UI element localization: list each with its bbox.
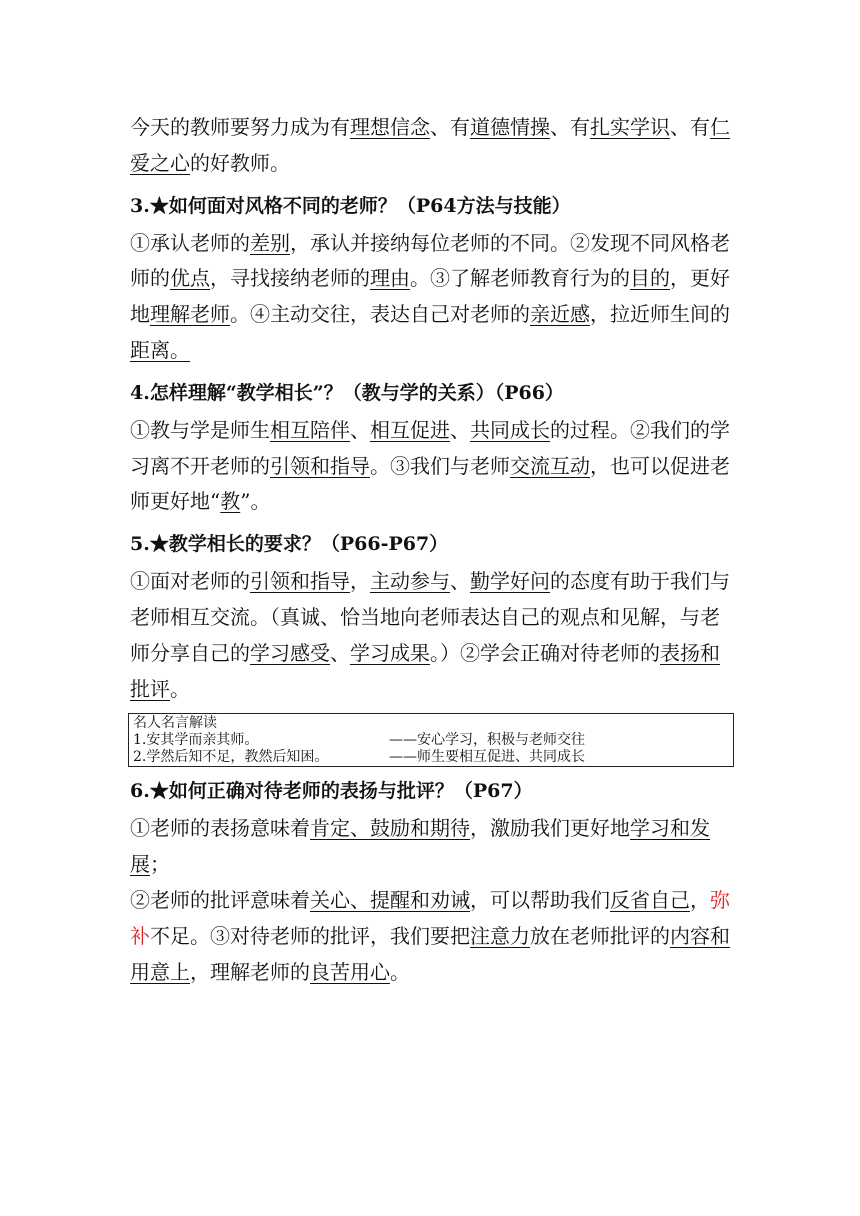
- key-term: 理解老师: [150, 302, 230, 327]
- text: ，拉近师生间的: [590, 302, 730, 327]
- text: 、有: [670, 115, 710, 139]
- quotes-title: 名人名言解读: [133, 715, 217, 732]
- text: ，激励我们更好地: [470, 816, 630, 841]
- section-q3: [130, 192, 730, 369]
- key-term: 扎实学识: [590, 115, 670, 139]
- text: 、: [450, 417, 470, 442]
- key-term: 勤学好问: [470, 569, 550, 594]
- highlight-text: 补: [130, 923, 150, 948]
- section-heading: 6.★如何正确对待老师的表扬与批评？（P67）: [130, 780, 533, 803]
- key-term: 教: [220, 489, 241, 514]
- section-q4: [130, 379, 730, 520]
- quotes-box: [128, 713, 734, 767]
- section-heading: 3.★如何面对风格不同的老师？（P64方法与技能）: [130, 194, 571, 217]
- key-term: 内容和: [670, 923, 730, 948]
- key-term: 交流互动: [510, 453, 590, 478]
- text: 地: [130, 302, 150, 327]
- key-term: 批评: [130, 676, 170, 701]
- text: 。: [170, 676, 190, 701]
- quote-meaning: ——安心学习，积极与老师交往: [389, 732, 585, 749]
- text: 、有: [550, 115, 590, 139]
- key-term: 距离。: [130, 337, 190, 362]
- text: ，: [690, 887, 710, 912]
- text: 习离不开老师的: [130, 453, 270, 478]
- quote-meaning: ——师生要相互促进、共同成长: [389, 749, 585, 766]
- text: 放在老师批评的: [530, 923, 670, 948]
- text: 。③我们与老师: [370, 453, 510, 478]
- text: ，也可以促进老: [590, 453, 730, 478]
- section-q6: [130, 777, 730, 990]
- highlight-text: 弥: [710, 887, 730, 912]
- intro-paragraph: [130, 110, 730, 182]
- text: ，可以帮助我们: [470, 887, 610, 912]
- key-term: 反省自己: [610, 887, 690, 912]
- text: ，承认并接纳每位老师的不同。②发现不同风格老: [290, 230, 730, 255]
- key-term: 相互促进: [370, 417, 450, 442]
- text: 的过程。②我们的学: [550, 417, 730, 442]
- key-term: 仁: [710, 115, 730, 139]
- key-term: 相互陪伴: [270, 417, 350, 442]
- key-term: 亲近感: [530, 302, 590, 327]
- text: ①老师的表扬意味着: [130, 816, 310, 841]
- text: 、: [450, 569, 470, 594]
- key-term: 肯定、鼓励和期待: [310, 816, 470, 841]
- text: 今天的教师要努力成为有: [130, 115, 350, 139]
- text: 、: [330, 640, 350, 665]
- text: ；: [150, 852, 170, 877]
- section-q5: [130, 530, 730, 707]
- text: 师分享自己的: [130, 640, 250, 665]
- key-term: 优点: [170, 266, 210, 291]
- text: 。）②学会正确对待老师的: [430, 640, 660, 665]
- quote-row: [133, 732, 733, 749]
- text: 的态度有助于我们与: [550, 569, 730, 594]
- key-term: 目的: [630, 266, 670, 291]
- key-term: 共同成长: [470, 417, 550, 442]
- section-heading: 4.怎样理解“教学相长”？（教与学的关系）（P66）: [130, 381, 564, 404]
- document-page: [130, 110, 730, 990]
- key-term: 学习感受: [250, 640, 330, 665]
- key-term: 引领和指导: [270, 453, 370, 478]
- quote-row: [133, 749, 733, 766]
- key-term: 爱之心: [130, 150, 190, 175]
- text: ”。: [240, 489, 271, 514]
- text: 。: [390, 959, 410, 984]
- text: ，: [350, 569, 370, 594]
- key-term: 注意力: [470, 923, 530, 948]
- text: ①面对老师的: [130, 569, 250, 594]
- key-term: 关心、提醒和劝诫: [310, 887, 470, 912]
- key-term: 理想信念: [350, 115, 430, 139]
- text: ②老师的批评意味着: [130, 887, 310, 912]
- key-term: 引领和指导: [250, 569, 350, 594]
- key-term: 学习成果: [350, 640, 430, 665]
- text: 不足。③对待老师的批评，我们要把: [150, 923, 470, 948]
- key-term: 良苦用心: [310, 959, 390, 984]
- text: ①承认老师的: [130, 230, 250, 255]
- text: 的好教师。: [190, 150, 290, 175]
- quote-text: 2.学然后知不足，教然后知困。: [133, 749, 329, 766]
- key-term: 主动参与: [370, 569, 450, 594]
- text: ，理解老师的: [190, 959, 310, 984]
- text: ，寻找接纳老师的: [210, 266, 370, 291]
- text: 、: [350, 417, 370, 442]
- key-term: 学习和发展: [130, 816, 710, 877]
- key-term: 表扬和: [660, 640, 720, 665]
- text: 。③了解老师教育行为的: [410, 266, 630, 291]
- text: ，更好: [670, 266, 730, 291]
- text: 。④主动交往，表达自己对老师的: [230, 302, 530, 327]
- text: 老师相互交流。（真诚、恰当地向老师表达自己的观点和见解，与老: [130, 604, 720, 629]
- text: 、有: [430, 115, 470, 139]
- text: 师更好地“: [130, 489, 221, 514]
- quote-text: 1.安其学而亲其师。: [133, 732, 259, 749]
- key-term: 道德情操: [470, 115, 550, 139]
- text: ①教与学是师生: [130, 417, 270, 442]
- key-term: 差别: [250, 230, 290, 255]
- key-term: 理由: [370, 266, 410, 291]
- text: 师的: [130, 266, 170, 291]
- key-term: 用意上: [130, 959, 190, 984]
- section-heading: 5.★教学相长的要求？（P66-P67）: [130, 533, 449, 556]
